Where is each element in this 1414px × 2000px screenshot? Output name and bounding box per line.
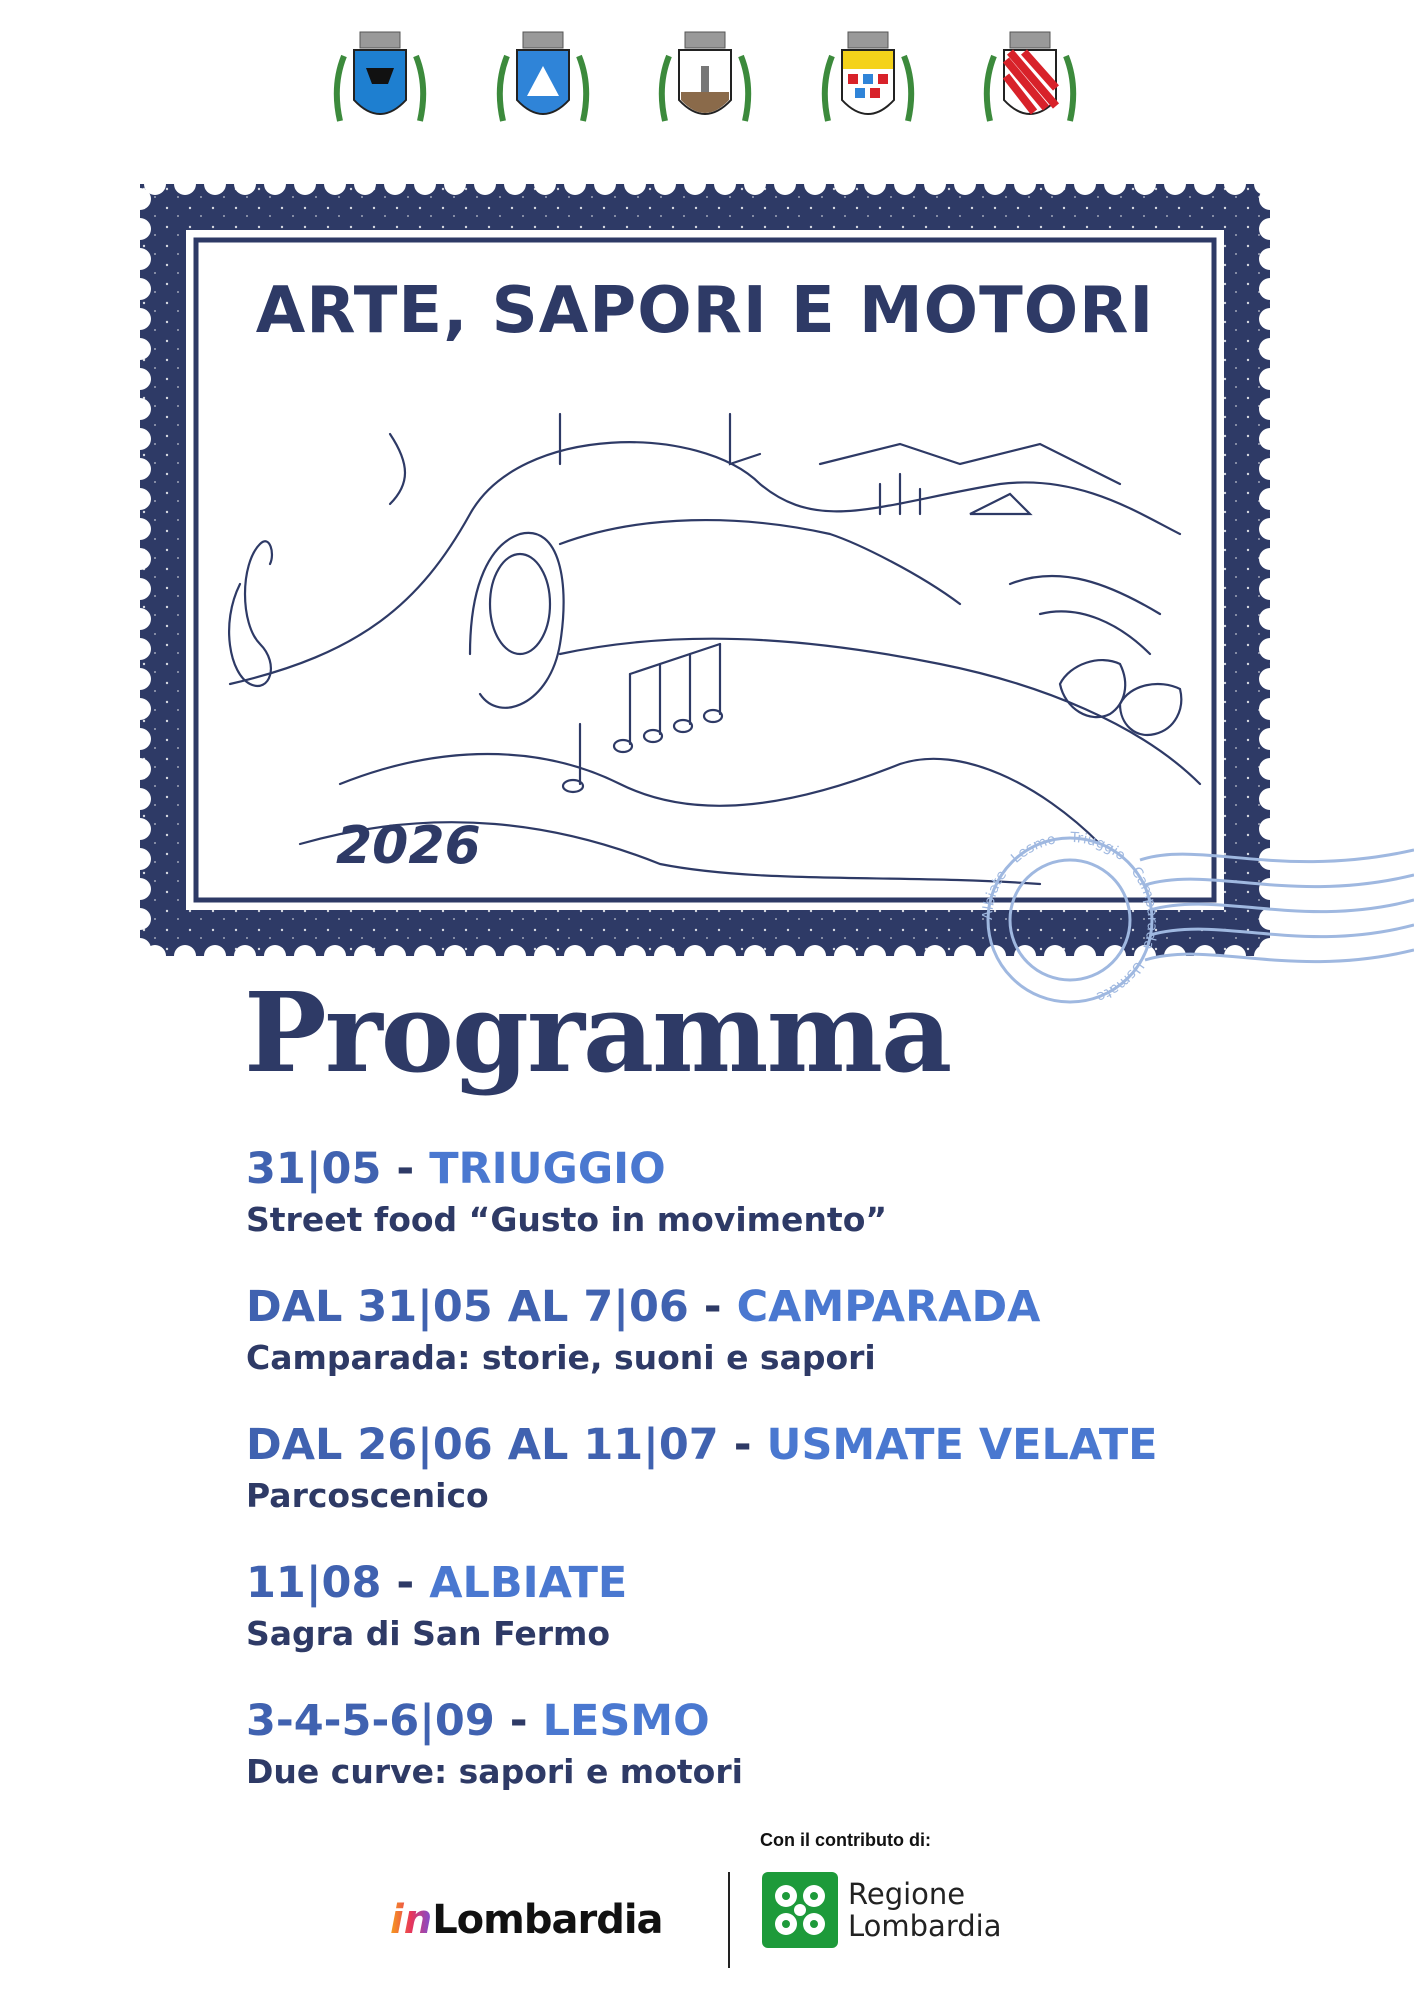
event-place: ALBIATE [429,1558,628,1608]
crest-4-icon [818,26,918,146]
regione-line-2: Lombardia [848,1909,1002,1943]
event-place: TRIUGGIO [429,1144,666,1194]
footer-divider [728,1872,730,1968]
stamp-year: 2026 [336,816,481,876]
event-date: DAL 31|05 AL 7|06 [246,1282,689,1332]
crest-3-icon [655,26,755,146]
inlombardia-word: Lombardia [432,1897,663,1943]
crest-5-icon [980,26,1080,146]
inlombardia-logo [390,1885,663,1955]
events-list [246,1142,1366,1832]
event-date: 3-4-5-6|09 [246,1696,495,1746]
postmark-ring-text: Albiate - Lesmo - Triuggio - Camparada - Usmate [980,829,1161,1005]
event-item [246,1280,1366,1382]
event-separator: - [718,1420,767,1470]
event-place: USMATE VELATE [766,1420,1158,1470]
event-date: 11|08 [246,1558,382,1608]
event-separator: - [494,1696,543,1746]
crests-row [330,26,1080,146]
event-place: CAMPARADA [736,1282,1041,1332]
contribution-label: Con il contributo di: [760,1830,931,1850]
stamp-title: ARTE, SAPORI E MOTORI [255,274,1155,348]
event-item [246,1556,1366,1658]
event-date: 31|05 [246,1144,382,1194]
regione-rose-icon [762,1872,838,1948]
event-item [246,1418,1366,1520]
event-date: DAL 26|06 AL 11|07 [246,1420,719,1470]
event-description: Street food “Gusto in movimento” [246,1200,888,1239]
event-description: Camparada: storie, suoni e sapori [246,1338,876,1377]
event-item [246,1142,1366,1244]
event-separator: - [688,1282,737,1332]
event-separator: - [381,1144,430,1194]
regione-line-1: Regione [848,1877,966,1911]
event-description: Due curve: sapori e motori [246,1752,743,1791]
event-item [246,1694,1366,1796]
regione-lombardia-logo [762,1872,1001,1948]
postmark-icon [980,820,1414,1020]
event-separator: - [381,1558,430,1608]
crest-1-icon [330,26,430,146]
crest-2-icon [493,26,593,146]
inlombardia-prefix: in [390,1897,433,1943]
programma-heading: Programma [244,968,951,1097]
event-place: LESMO [542,1696,710,1746]
event-description: Parcoscenico [246,1476,489,1515]
event-description: Sagra di San Fermo [246,1614,611,1653]
